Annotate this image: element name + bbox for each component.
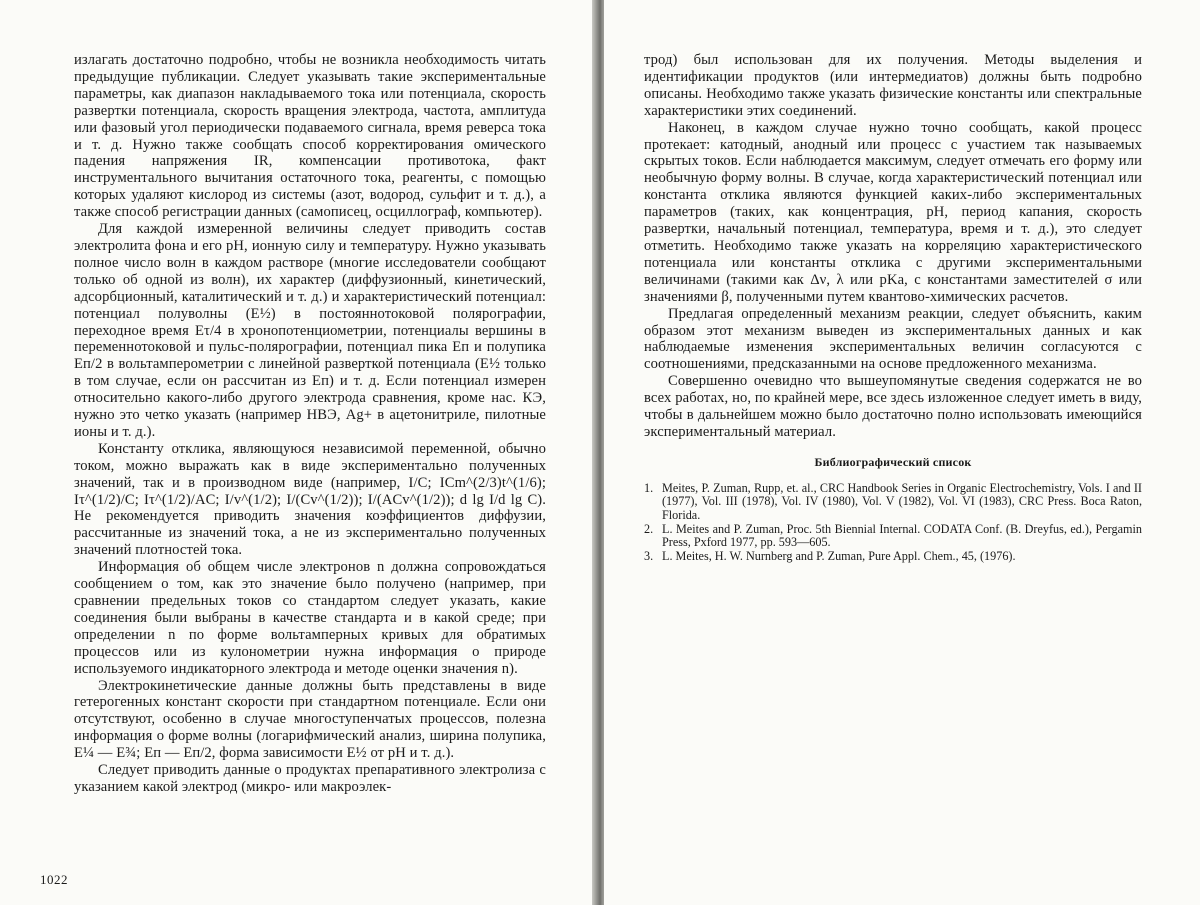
paragraph: Совершенно очевидно что вышеупомянутые сведения содержатся не во всех работах, но, по крайней мере, все здесь изложенное следует иметь в виду, чтобы в дальнейшем можно было достаточно полно использовать имеющийся экспериментальный материал. [644, 373, 1142, 440]
entry-number: 2. [644, 521, 654, 536]
right-page-body [644, 52, 1142, 441]
entry-number: 3. [644, 548, 654, 563]
paragraph: Для каждой измеренной величины следует приводить состав электролита фона и его pH, ионную силу и температуру. Нужно указывать полное число волн в каждом растворе (многие исследователи сообщают только об одной из волн), их характер (диффузионный, кинетический, адсорбционный, каталитический и т. д.) и характеристический потенциал: потенциал полуволны (E½) в постояннотоковой полярографии, переходное время Eτ/4 в хронопотенциометрии, потенциалы вершины в переменнотоковой и пульс-полярографии, потенциал пика Eп и полупика Eп/2 в вольтамперометрии с линейной разверткой потенциала (E½ только в том случае, если он рассчитан из Eп) и т. д. Если потенциал измерен относительно какого-либо другого электрода сравнения, кроме нас. КЭ, нужно это четко указать (например НВЭ, Ag+ в ацетонитриле, пилотные ионы и т. д.). [74, 221, 546, 440]
right-page [604, 0, 1200, 905]
paragraph: Информация об общем числе электронов n должна сопровождаться сообщением о том, как это значение было получено (например, при сравнении предельных токов со стандартом следует указать, какие соединения были выбраны в качестве стандарта и в какой среде; при определении n по форме вольтамперных кривых для обратимых процессов или из кулонометрии нужна информация о природе используемого индикаторного электрода и методе оценки значения n). [74, 559, 546, 677]
entry-text: L. Meites and P. Zuman, Proc. 5th Biennial Internal. CODATA Conf. (B. Dreyfus, ed.), Pergamin Press, Pxford 1977, pp. 593—605. [662, 521, 1142, 550]
bibliography-entry [644, 523, 1142, 550]
paragraph: Наконец, в каждом случае нужно точно сообщать, какой процесс протекает: катодный, анодный или процесс с участием так называемых скрытых токов. Если наблюдается максимум, следует отмечать его форму или необычную форму волны. В случае, когда характеристический потенциал или константа отклика являются функцией каких-либо экспериментальных параметров (таких, как концентрация, pH, период капания, скорость развертки, начальный потенциал, температура, время и т. д.), это следует отметить. Необходимо также указать на корреляцию характеристического потенциала или константы отклика с другими экспериментальными величинами (такими как Δν, λ или pKa, с константами заместителей σ или значениями β, полученными путем квантово-химических расчетов. [644, 119, 1142, 305]
bibliography-list [644, 482, 1142, 564]
paragraph: Константу отклика, являющуюся независимой переменной, обычно током, можно выражать как в виде экспериментально полученных значений, так и в производном виде (например, I/C; ICm^(2/3)t^(1/6); Iτ^(1/2)/C; Iτ^(1/2)/AC; I/v^(1/2); I/(Cv^(1/2)); I/(ACv^(1/2)); d lg I/d lg C). Не рекомендуется приводить значения коэффициентов диффузии, рассчитанные из значений тока, а не из экспериментально полученных значений плотностей тока. [74, 440, 546, 559]
left-page [0, 0, 598, 905]
paragraph: излагать достаточно подробно, чтобы не возникла необходимость читать предыдущие публикации. Следует указывать такие экспериментальные параметры, как диапазон накладываемого тока или потенциала, скорость развертки потенциала, скорость вращения электрода, частота, амплитуда или фазовый угол периодически подаваемого сигнала, время реверса тока и т. д. Нужно также сообщать способ корректирования омического падения напряжения IR, компенсации противотока, факт инструментального вычитания остаточного тока, реагенты, с помощью которых удаляют кислород из системы (азот, водород, сульфит и т. д.), а также способ регистрации данных (самописец, осциллограф, компьютер). [74, 52, 546, 221]
paragraph: Следует приводить данные о продуктах препаративного электролиза с указанием какой электрод (микро- или макроэлек- [74, 762, 546, 795]
entry-number: 1. [644, 480, 654, 495]
paragraph: трод) был использован для их получения. Методы выделения и идентификации продуктов (или интермедиатов) должны быть подробно описаны. Необходимо также указать физические константы или спектральные характеристики этих соединений. [644, 52, 1142, 119]
page-number: 1022 [40, 872, 68, 887]
bibliography-title: Библиографический список [814, 454, 972, 469]
bibliography-entry [644, 482, 1142, 523]
entry-text: Meites, P. Zuman, Rupp, et. al., CRC Handbook Series in Organic Electrochemistry, Vols. I and II (1977), Vol. III (1978), Vol. IV (1980), Vol. V (1982), Vol. VI (1983), CRC Press. Boca Raton, Florida. [662, 480, 1142, 523]
bibliography-entry [644, 550, 1142, 564]
paragraph: Предлагая определенный механизм реакции, следует объяснить, каким образом этот механизм выведен из экспериментальных данных и как наблюдаемые изменения экспериментальных величин согласуются с соотношениями, предсказанными на основе предложенного механизма. [644, 305, 1142, 373]
left-page-body [74, 52, 546, 796]
paragraph: Электрокинетические данные должны быть представлены в виде гетерогенных констант скорости при стандартном потенциале. Если они отсутствуют, особенно в случае многоступенчатых процессов, полезна информация о форме волны (логарифмический анализ, ширина полупика, E¼ — E¾; Eп — Eп/2, форма зависимости E½ от pH и т. д.). [74, 677, 546, 762]
entry-text: L. Meites, H. W. Nurnberg and P. Zuman, Pure Appl. Chem., 45, (1976). [662, 548, 1016, 563]
